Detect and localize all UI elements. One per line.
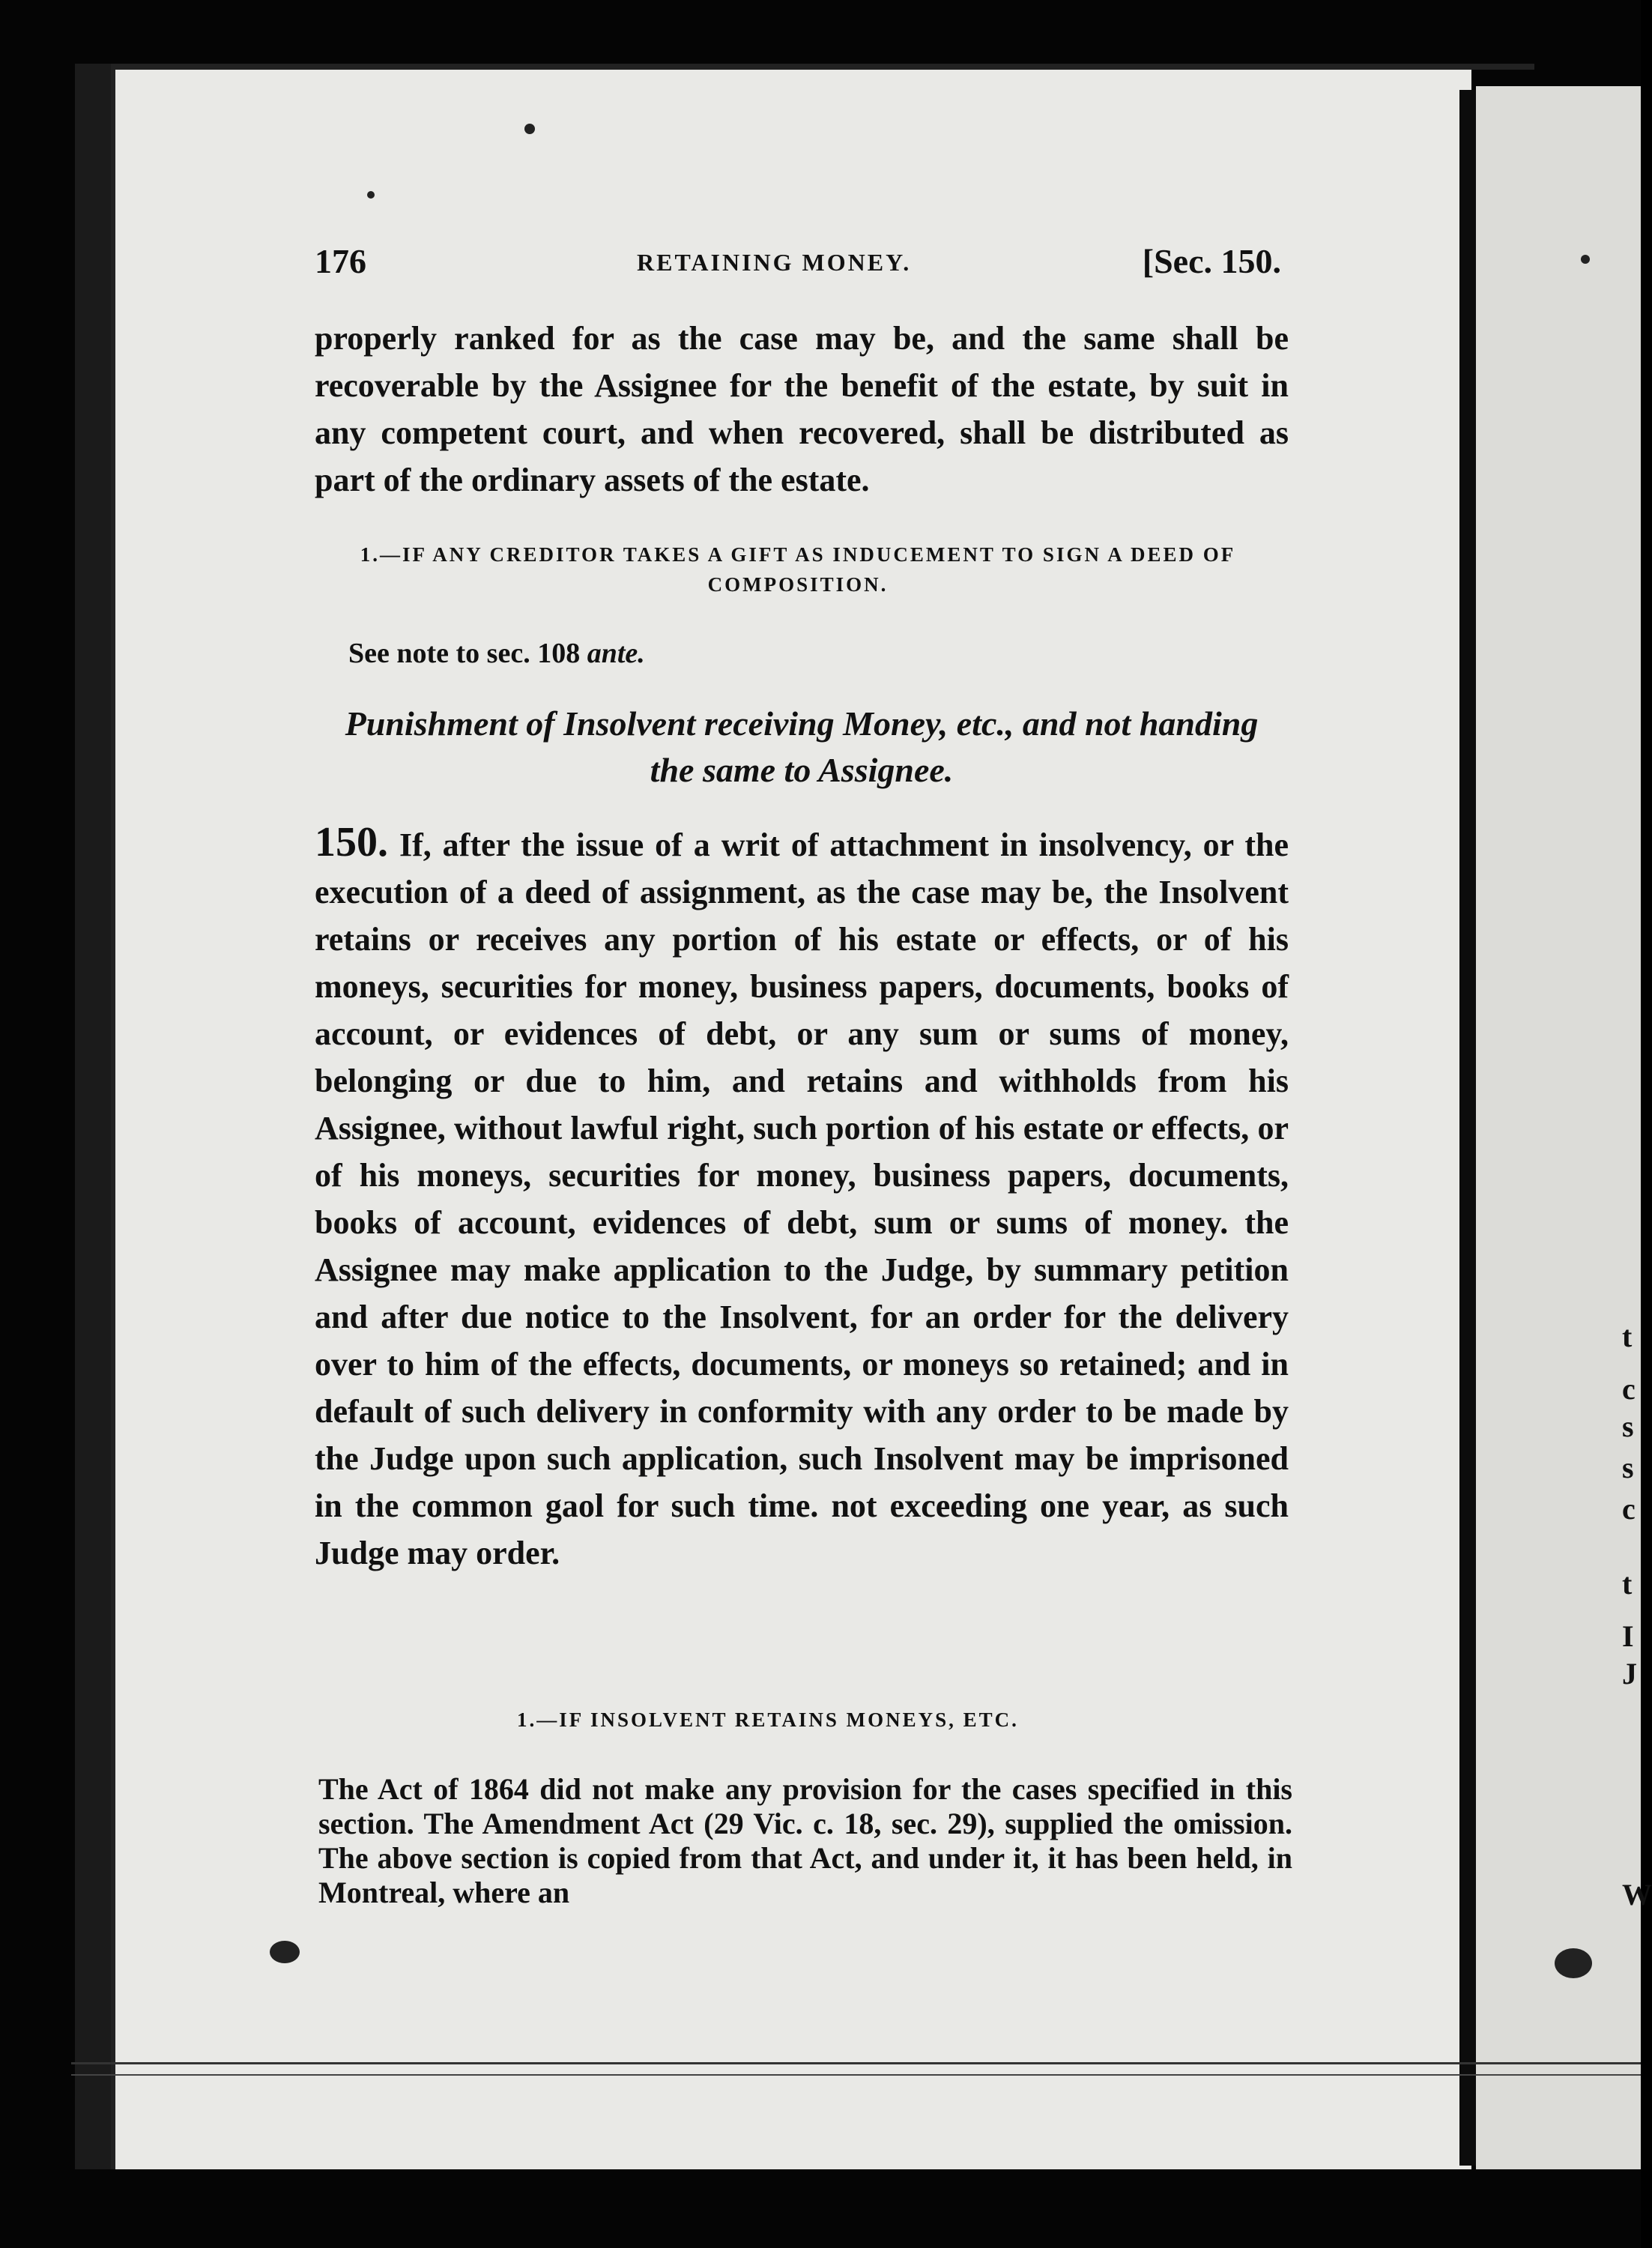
section-reference: [Sec. 150.	[1142, 242, 1281, 280]
section-text: If, after the issue of a writ of attachment in insolvency, or the execution of a deed of assignment, as the case may be, the Insolvent retains or receives any portion of his estate or effects, or of his moneys, securities for money, business papers, documents, books of account, or evidences of debt, or any sum or sums of money, belonging or due to him, and retains and withholds from his Assignee, without lawful right, such portion of his estate or effects, or of his moneys, securities for money, business papers, documents, books of account, evidences of debt, sum or sums of money. the Assignee may make application to the Judge, by summary petition and after due notice to the Insolvent, for an order for the delivery over to him of the effects, documents, or moneys so retained; and in default of such delivery in conformity with any order to be made by the Judge upon such application, such Insolvent may be imprisoned in the common gaol for such time. not exceeding one year, as such Judge may order.	[315, 827, 1289, 1571]
adjacent-page-fragment: t	[1622, 1567, 1633, 1601]
binding-shadow	[75, 64, 111, 2169]
section-heading: Punishment of Insolvent receiving Money, etc., and not handing the same to Assignee.	[345, 704, 1259, 789]
running-title: RETAINING MONEY.	[637, 249, 912, 276]
scan-speck	[1581, 255, 1590, 264]
top-edge	[111, 64, 1534, 70]
page-number: 176	[315, 242, 366, 280]
adjacent-page-fragment: I	[1622, 1619, 1634, 1653]
section-paragraph	[315, 819, 1289, 1577]
adjacent-page-fragment: c	[1622, 1492, 1636, 1526]
note-text	[348, 637, 645, 670]
page-gutter	[1459, 90, 1476, 2166]
adjacent-page-fragment: J	[1622, 1657, 1637, 1690]
section-number: 150.	[315, 819, 388, 865]
scan-speck	[524, 124, 535, 134]
scan-speck	[270, 1941, 300, 1963]
scan-speck	[1555, 1948, 1592, 1978]
note-text-main: See note to sec. 108	[348, 638, 581, 669]
note-heading: 1.—IF INSOLVENT RETAINS MONEYS, ETC.	[517, 1708, 1019, 1731]
adjacent-page-fragment: c	[1622, 1372, 1636, 1406]
adjacent-page-fragment: W	[1622, 1878, 1652, 1912]
opening-paragraph: properly ranked for as the case may be, and the same shall be recoverable by the Assignee for the benefit of the estate, by suit in any competent court, and when recovered, shall be distributed as part of the ordinary assets of the estate.	[315, 320, 1289, 498]
adjacent-page	[1476, 86, 1652, 2169]
note-heading: 1.—IF ANY CREDITOR TAKES A GIFT AS INDUCEMENT TO SIGN A DEED OF COMPOSITION.	[360, 543, 1236, 596]
page-header	[315, 241, 1281, 286]
commentary-paragraph: The Act of 1864 did not make any provision for the cases specified in this section. The Amendment Act (29 Vic. c. 18, sec. 29), supplied the omission. The above section is copied from that Act, and under it, it has been held, in Montreal, where an	[318, 1772, 1292, 1909]
bottom-rule	[71, 2062, 1641, 2064]
note-text-italic: ante.	[587, 638, 645, 669]
adjacent-page-fragment: t	[1622, 1320, 1633, 1353]
scan-speck	[367, 191, 375, 199]
adjacent-page-fragment: s	[1622, 1409, 1634, 1443]
adjacent-page-fragment: s	[1622, 1451, 1634, 1484]
bottom-rule	[71, 2074, 1641, 2076]
